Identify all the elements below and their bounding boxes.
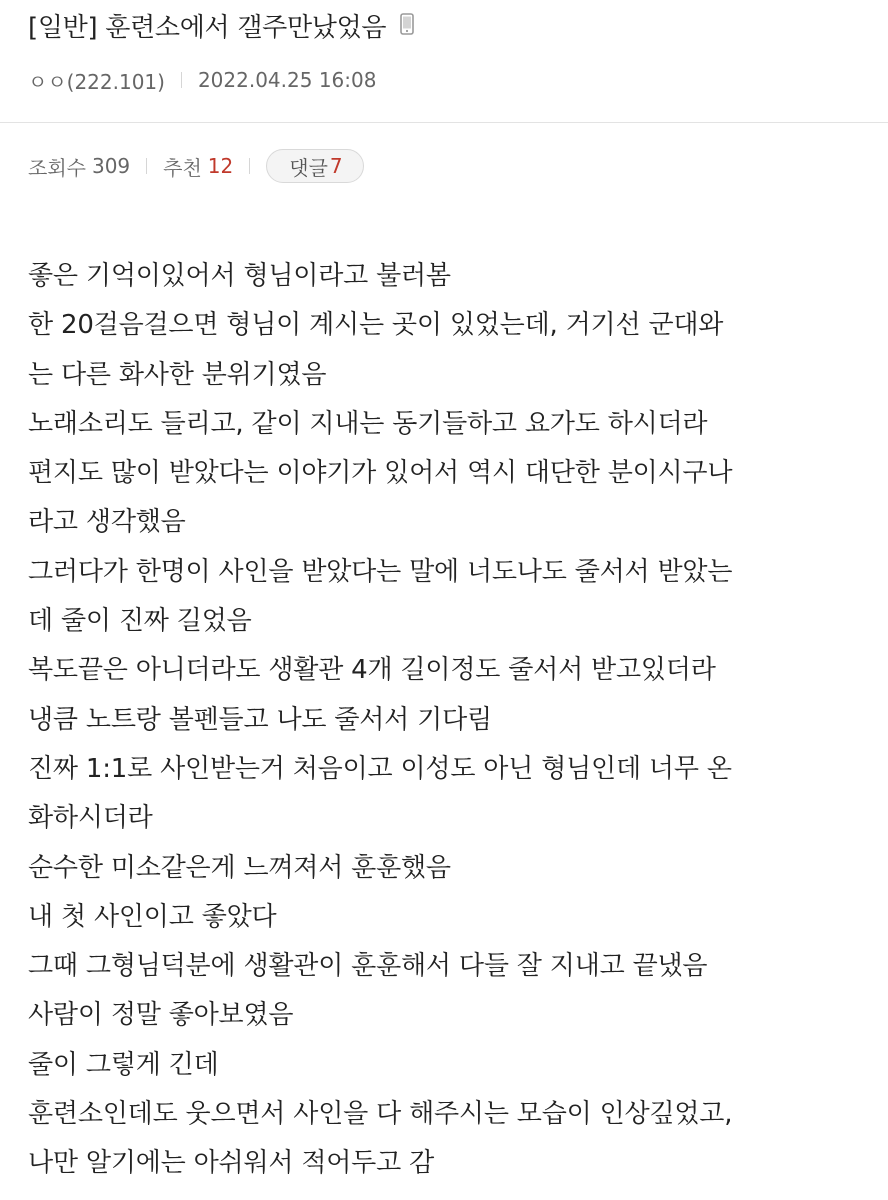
- author-name[interactable]: ㅇㅇ(222.101): [28, 69, 165, 94]
- body-line: 그러다가 한명이 사인을 받았다는 말에 너도나도 줄서서 받았는: [28, 556, 733, 587]
- body-line: 내 첫 사인이고 좋았다: [28, 901, 277, 932]
- body-line: 좋은 기억이있어서 형님이라고 불러봄: [28, 261, 451, 291]
- comments-label: 댓글: [289, 155, 328, 180]
- post-meta: [28, 64, 376, 96]
- body-line: 노래소리도 들리고, 같이 지내는 동기들하고 요가도 하시더라: [28, 408, 708, 439]
- post-date: 2022.04.25 16:08: [197, 68, 377, 92]
- views-label: 조회수: [28, 155, 86, 180]
- body-line: 편지도 많이 받았다는 이야기가 있어서 역시 대단한 분이시구나: [28, 458, 733, 489]
- post-stats: [28, 146, 364, 186]
- body-line: 라고 생각했음: [28, 507, 186, 538]
- body-line: 사람이 정말 좋아보였음: [28, 1000, 294, 1031]
- body-line: 순수한 미소같은게 느껴져서 훈훈했음: [28, 852, 451, 883]
- body-line: 는 다른 화사한 분위기였음: [28, 359, 327, 390]
- post-header: [0, 0, 888, 123]
- title-row: [28, 6, 414, 50]
- post-body: [28, 252, 878, 1189]
- body-line: 한 20걸음걸으면 형님이 계시는 곳이 있었는데, 거기선 군대와: [28, 310, 724, 341]
- recommend-label: 추천: [163, 155, 202, 180]
- body-line: 그때 그형님덕분에 생활관이 훈훈해서 다들 잘 지내고 끝냈음: [28, 951, 708, 982]
- stats-divider: [249, 158, 250, 174]
- post-title: [일반] 훈련소에서 갤주만났었음: [28, 13, 387, 43]
- meta-divider: [181, 72, 182, 88]
- body-line: 줄이 그렇게 긴데: [28, 1049, 219, 1080]
- body-line: 진짜 1:1로 사인받는거 처음이고 이성도 아닌 형님인데 너무 온: [28, 753, 732, 784]
- body-line: 화하시더라: [28, 803, 153, 834]
- mobile-phone-icon: [400, 13, 414, 35]
- body-line: 데 줄이 진짜 길었음: [28, 606, 252, 637]
- comments-button[interactable]: [266, 149, 363, 183]
- recommend-count: 12: [207, 154, 234, 178]
- views-count: 309: [91, 154, 131, 178]
- body-line: 냉큼 노트랑 볼펜들고 나도 줄서서 기다림: [28, 704, 492, 735]
- stats-divider: [146, 158, 147, 174]
- body-line: 훈련소인데도 웃으면서 사인을 다 해주시는 모습이 인상깊었고,: [28, 1099, 733, 1130]
- body-line: 나만 알기에는 아쉬워서 적어두고 감: [28, 1148, 434, 1179]
- body-line: 복도끝은 아니더라도 생활관 4개 길이정도 줄서서 받고있더라: [28, 655, 716, 686]
- comments-count: 7: [329, 154, 343, 178]
